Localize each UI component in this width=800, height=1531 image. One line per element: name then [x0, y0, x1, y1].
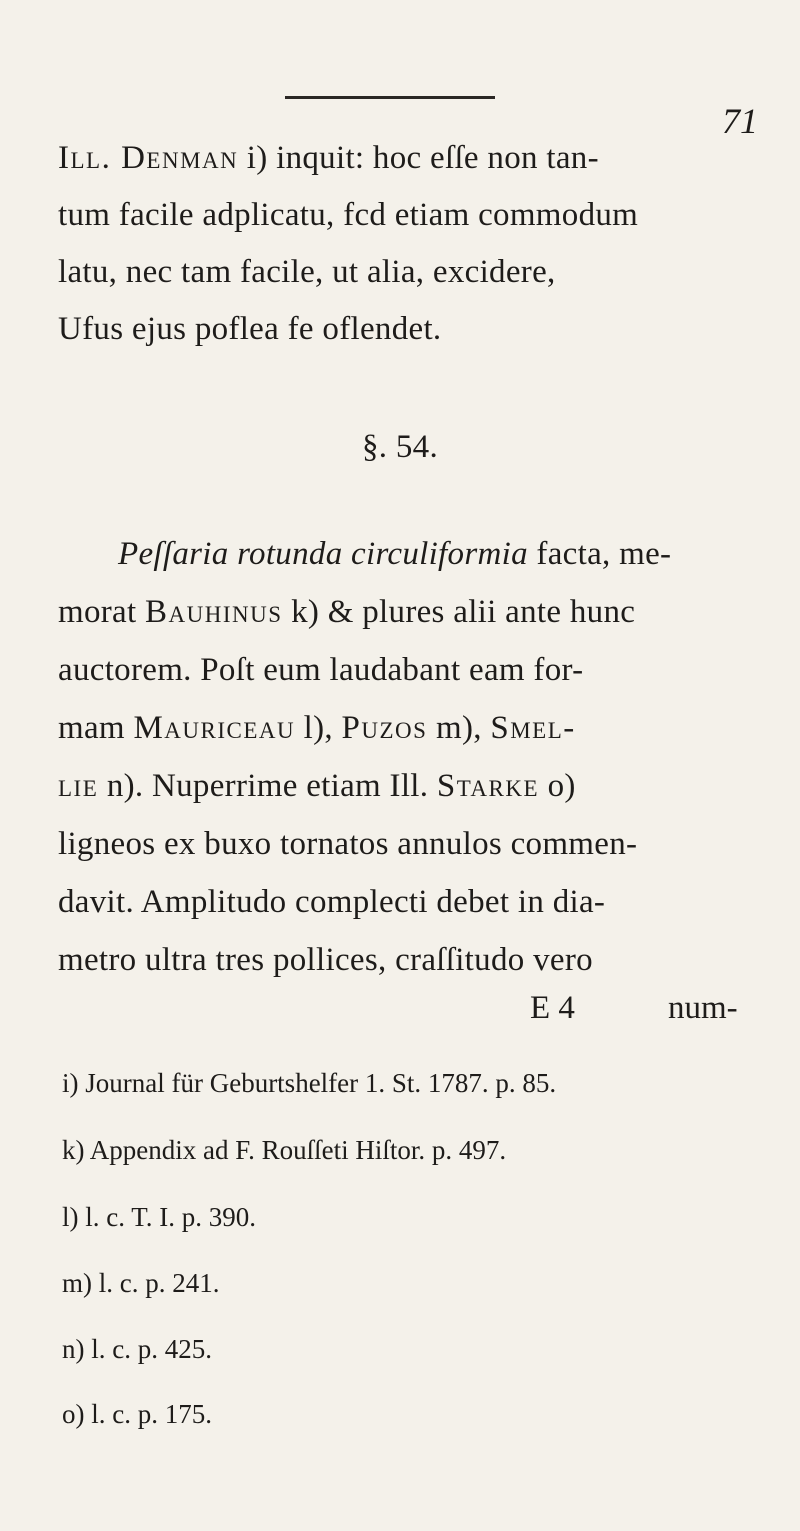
author-name: lie	[58, 768, 99, 804]
author-name: Mauriceau	[133, 710, 296, 746]
header-rule	[285, 96, 495, 99]
author-name: Puzos	[341, 710, 428, 746]
text-line: lie n). Nuperrime etiam Ill. Starke o)	[58, 768, 576, 804]
page-number: 71	[722, 101, 758, 141]
author-name: Ill. Denman	[58, 140, 239, 176]
text-line: mam Mauriceau l), Puzos m), Smel-	[58, 710, 576, 746]
footnote: m) l. c. p. 241.	[62, 1268, 220, 1298]
text-line: Ill. Denman i) inquit: hoc eſſe non tan-	[58, 140, 599, 176]
text-line: ligneos ex buxo tornatos annulos commen-	[58, 826, 638, 862]
text-line: davit. Amplitudo complecti debet in dia-	[58, 884, 606, 920]
author-name: Bauhinus	[145, 594, 283, 630]
author-name: Starke	[436, 768, 540, 804]
footnote: o) l. c. p. 175.	[62, 1399, 212, 1429]
footnote: i) Journal für Geburtshelfer 1. St. 1787. p. 85.	[62, 1068, 557, 1098]
text-line: morat Bauhinus k) & plures alii ante hunc	[58, 594, 636, 630]
text-line: Peſſaria rotunda circuliformia facta, me-	[118, 536, 672, 572]
text-line: tum facile adplicatu, fcd etiam commodum	[58, 197, 639, 233]
text-line: metro ultra tres pollices, craſſitudo vero	[58, 942, 593, 978]
footnote: n) l. c. p. 425.	[62, 1334, 212, 1364]
author-name: Smel-	[490, 710, 576, 746]
footnote: l) l. c. T. I. p. 390.	[62, 1202, 256, 1232]
text-line: latu, nec tam facile, ut alia, excidere,	[58, 254, 556, 290]
catchword: num-	[668, 990, 738, 1026]
footnote: k) Appendix ad F. Rouſſeti Hiſtor. p. 497.	[62, 1135, 507, 1165]
text-line: Ufus ejus poflea fe oflendet.	[58, 311, 442, 347]
text-line: auctorem. Poſt eum laudabant eam for-	[58, 652, 584, 688]
italic-term: Peſſaria rotunda circuliformia	[118, 536, 528, 572]
signature-mark: E 4	[530, 990, 575, 1026]
section-heading: §. 54.	[361, 429, 439, 465]
